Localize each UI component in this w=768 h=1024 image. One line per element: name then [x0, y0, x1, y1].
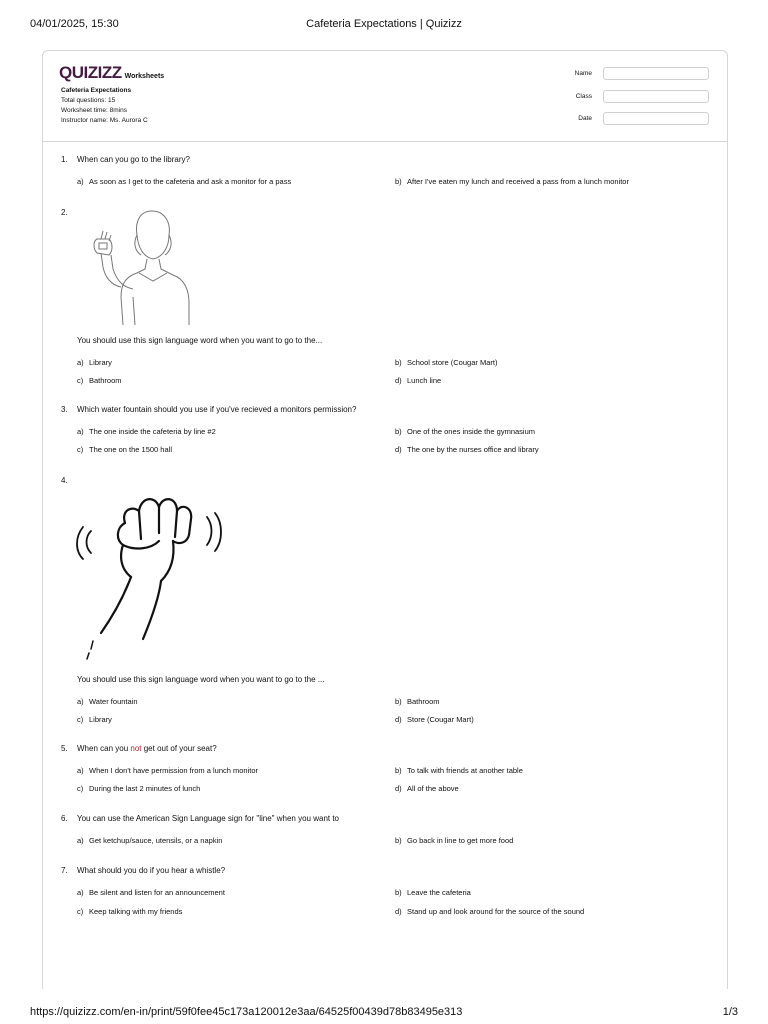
option-letter: b)	[395, 177, 402, 186]
option-text: Be silent and listen for an announcement	[89, 888, 225, 897]
option-text: Get ketchup/sauce, utensils, or a napkin	[89, 836, 223, 845]
option	[395, 836, 513, 845]
total-questions: Total questions: 15	[61, 97, 116, 104]
option-text: After I've eaten my lunch and received a pass from a lunch monitor	[407, 177, 629, 186]
option-text: To talk with friends at another table	[407, 766, 523, 775]
option-text: Leave the cafeteria	[407, 888, 471, 897]
option	[395, 358, 497, 367]
option	[77, 836, 222, 845]
option-text: The one inside the cafeteria by line #2	[89, 427, 216, 436]
option	[77, 376, 122, 385]
option-letter: a)	[77, 888, 84, 897]
option-letter: b)	[395, 427, 402, 436]
option	[77, 445, 172, 454]
option	[77, 177, 291, 186]
question-number: 7.	[61, 866, 68, 875]
worksheet-title: Cafeteria Expectations	[61, 87, 132, 94]
option-letter: d)	[395, 715, 402, 724]
option	[77, 697, 138, 706]
print-datetime: 04/01/2025, 15:30	[30, 18, 119, 30]
option-text: Go back in line to get more food	[407, 836, 514, 845]
question-number: 1.	[61, 155, 68, 164]
class-field	[568, 90, 709, 103]
sign-language-fist-image	[71, 483, 231, 663]
option-letter: c)	[77, 784, 84, 793]
option-letter: c)	[77, 907, 84, 916]
option-text: Library	[89, 715, 112, 724]
option-text: All of the above	[407, 784, 459, 793]
print-url: https://quizizz.com/en-in/print/59f0fee45c173a120012e3aa/64525f00439d78b83495e313	[30, 1006, 463, 1018]
option	[77, 784, 200, 793]
option-letter: a)	[77, 836, 84, 845]
question-text: What should you do if you hear a whistle?	[77, 866, 226, 875]
option-text: Bathroom	[89, 376, 122, 385]
option-text: Library	[89, 358, 112, 367]
question-text	[77, 744, 217, 753]
option	[77, 358, 112, 367]
option-text: Keep talking with my friends	[89, 907, 183, 916]
option	[395, 766, 523, 775]
question-text: You can use the American Sign Language sign for "line" when you want to	[77, 814, 340, 823]
option	[395, 445, 539, 454]
option-text: The one on the 1500 hall	[89, 445, 172, 454]
option-text: Lunch line	[407, 376, 442, 385]
option-text: One of the ones inside the gymnasium	[407, 427, 535, 436]
worksheets-label: Worksheets	[124, 73, 165, 80]
option-letter: b)	[395, 766, 402, 775]
question-number: 4.	[61, 476, 68, 485]
option-text: Stand up and look around for the source of the sound	[407, 907, 585, 916]
option	[395, 427, 535, 436]
option-letter: a)	[77, 358, 84, 367]
option-text: The one by the nurses office and library	[407, 445, 539, 454]
option	[395, 177, 629, 186]
question-text-post: get out of your seat?	[141, 744, 217, 753]
page-number: 1/3	[722, 1006, 738, 1018]
sign-language-woman-image	[77, 205, 227, 327]
option	[395, 784, 459, 793]
option-letter: d)	[395, 784, 402, 793]
instructor-name: Instructor name: Ms. Aurora C	[61, 117, 148, 124]
class-input[interactable]	[603, 90, 709, 103]
question-number: 2.	[61, 208, 68, 217]
option-text: As soon as I get to the cafeteria and ask a monitor for a pass	[89, 177, 292, 186]
option-letter: b)	[395, 836, 402, 845]
date-field	[568, 112, 709, 125]
option-letter: d)	[395, 376, 402, 385]
option-letter: a)	[77, 427, 84, 436]
question-text: When can you go to the library?	[77, 155, 190, 164]
question-text: Which water fountain should you use if you've recieved a monitors permission?	[77, 405, 357, 414]
question-number: 3.	[61, 405, 68, 414]
option	[77, 715, 112, 724]
name-label: Name	[574, 70, 592, 77]
option-text: Bathroom	[407, 697, 440, 706]
option-letter: b)	[395, 697, 402, 706]
option-text: School store (Cougar Mart)	[407, 358, 498, 367]
option-text: Store (Cougar Mart)	[407, 715, 474, 724]
name-field	[568, 67, 709, 80]
question-text-pre: When can you	[77, 744, 131, 753]
brand-logo	[59, 63, 164, 83]
worksheet	[42, 50, 728, 989]
option	[395, 697, 440, 706]
worksheet-header	[43, 51, 727, 142]
option-letter: c)	[77, 715, 84, 724]
option-letter: c)	[77, 445, 84, 454]
name-input[interactable]	[603, 67, 709, 80]
option-letter: a)	[77, 766, 84, 775]
option-letter: a)	[77, 697, 84, 706]
option-letter: b)	[395, 888, 402, 897]
option	[77, 427, 216, 436]
class-label: Class	[575, 93, 592, 100]
quizizz-logo: QUIZIZZ	[59, 63, 122, 82]
date-input[interactable]	[603, 112, 709, 125]
option-text: When I don't have permission from a lunch monitor	[89, 766, 259, 775]
option-letter: b)	[395, 358, 402, 367]
question-text: You should use this sign language word when you want to go to the...	[77, 336, 323, 345]
option	[77, 907, 182, 916]
worksheet-meta	[61, 86, 148, 126]
option	[395, 376, 441, 385]
option-letter: d)	[395, 907, 402, 916]
question-text-emphasis: not	[130, 744, 142, 753]
option	[395, 715, 474, 724]
option-letter: d)	[395, 445, 402, 454]
option	[395, 907, 584, 916]
option-letter: a)	[77, 177, 84, 186]
option	[395, 888, 471, 897]
question-text: You should use this sign language word when you want to go to the ...	[77, 675, 325, 684]
option	[77, 766, 258, 775]
question-number: 6.	[61, 814, 68, 823]
worksheet-time: Worksheet time: 8mins	[61, 107, 127, 114]
print-title: Cafeteria Expectations | Quizizz	[306, 18, 462, 30]
option-text: During the last 2 minutes of lunch	[89, 784, 201, 793]
option	[77, 888, 225, 897]
date-label: Date	[578, 115, 592, 122]
question-number: 5.	[61, 744, 68, 753]
option-letter: c)	[77, 376, 84, 385]
option-text: Water fountain	[89, 697, 138, 706]
